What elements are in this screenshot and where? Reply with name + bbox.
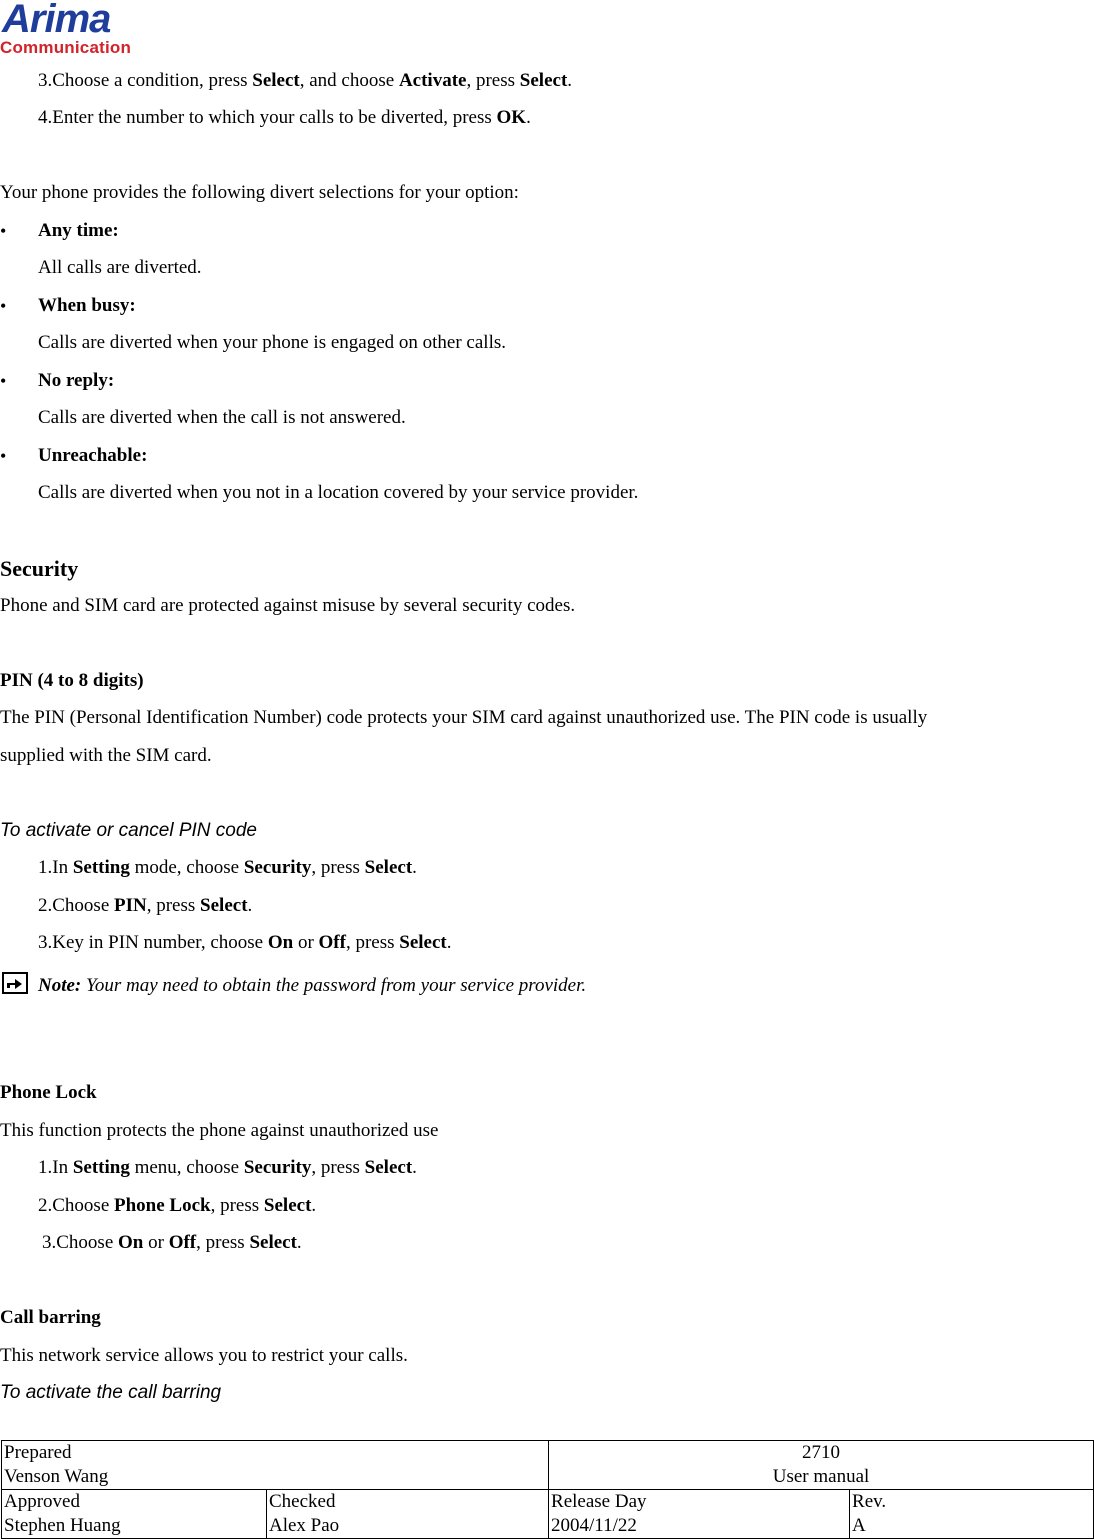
divert-option-desc: All calls are diverted. <box>38 257 202 278</box>
pin-subheading: To activate or cancel PIN code <box>0 820 257 841</box>
bullet-icon: • <box>0 221 7 241</box>
note-text: Your may need to obtain the password from your service provider. <box>81 975 587 996</box>
footer-row <box>2 1490 1094 1539</box>
divert-option-title: No reply: <box>38 370 115 391</box>
logo-subtitle: Communication <box>0 38 132 57</box>
release-label: Release Day <box>551 1491 647 1512</box>
model-number: 2710 <box>802 1442 841 1463</box>
footer-row <box>2 1441 1094 1490</box>
approved-name: Stephen Huang <box>4 1515 121 1536</box>
divert-option-desc: Calls are diverted when the call is not answered. <box>38 407 406 428</box>
divert-option-desc: Calls are diverted when your phone is engaged on other calls. <box>38 332 506 353</box>
call-barring-intro: This network service allows you to restrict your calls. <box>0 1345 408 1366</box>
phone-lock-heading: Phone Lock <box>0 1082 97 1103</box>
pin-body-line2: supplied with the SIM card. <box>0 745 212 766</box>
rev-cell <box>850 1490 1094 1539</box>
call-barring-subheading: To activate the call barring <box>0 1382 222 1403</box>
divert-option-title: Unreachable: <box>38 445 148 466</box>
pin-body-line1: The PIN (Personal Identification Number) code protects your SIM card against unauthorized use. The PIN code is usually <box>0 707 928 728</box>
step-top-4: 4.Enter the number to which your calls to be diverted, press OK. <box>38 107 531 128</box>
phone-lock-step-2: 2.Choose Phone Lock, press Select. <box>38 1195 317 1216</box>
prepared-name: Venson Wang <box>4 1466 109 1487</box>
step-top-3: 3.Choose a condition, press Select, and choose Activate, press Select. <box>38 70 573 91</box>
note-icon <box>2 972 28 994</box>
note <box>38 975 586 997</box>
bullet-icon: • <box>0 446 7 466</box>
release-cell <box>549 1490 850 1539</box>
model-cell <box>549 1441 1094 1490</box>
rev-value: A <box>852 1515 866 1536</box>
prepared-label: Prepared <box>4 1442 72 1463</box>
release-date: 2004/11/22 <box>551 1515 637 1536</box>
approved-cell <box>2 1490 267 1539</box>
checked-cell <box>267 1490 549 1539</box>
pin-heading: PIN (4 to 8 digits) <box>0 670 144 691</box>
call-barring-heading: Call barring <box>0 1307 101 1328</box>
rev-label: Rev. <box>852 1491 887 1512</box>
approved-label: Approved <box>4 1491 80 1512</box>
checked-name: Alex Pao <box>269 1515 340 1536</box>
bullet-icon: • <box>0 296 7 316</box>
phone-lock-step-1: 1.In Setting menu, choose Security, press Select. <box>38 1157 417 1178</box>
doc-type: User manual <box>772 1466 870 1487</box>
divert-option-title: When busy: <box>38 295 136 316</box>
pin-step-2: 2.Choose PIN, press Select. <box>38 895 253 916</box>
pin-step-1: 1.In Setting mode, choose Security, press Select. <box>38 857 417 878</box>
phone-lock-step-3: 3.Choose On or Off, press Select. <box>42 1232 302 1253</box>
checked-label: Checked <box>269 1491 336 1512</box>
prepared-cell <box>2 1441 549 1490</box>
divert-option-title: Any time: <box>38 220 119 241</box>
logo-brand: Arima <box>2 0 111 36</box>
security-heading: Security <box>0 556 79 581</box>
phone-lock-intro: This function protects the phone against unauthorized use <box>0 1120 439 1141</box>
arima-logo <box>0 0 150 36</box>
divert-intro: Your phone provides the following divert selections for your option: <box>0 182 519 203</box>
pin-step-3: 3.Key in PIN number, choose On or Off, press Select. <box>38 932 452 953</box>
note-label: Note: <box>38 975 82 996</box>
security-intro: Phone and SIM card are protected against misuse by several security codes. <box>0 595 576 616</box>
footer-table <box>1 1440 1094 1539</box>
bullet-icon: • <box>0 371 7 391</box>
divert-option-desc: Calls are diverted when you not in a location covered by your service provider. <box>38 482 639 503</box>
